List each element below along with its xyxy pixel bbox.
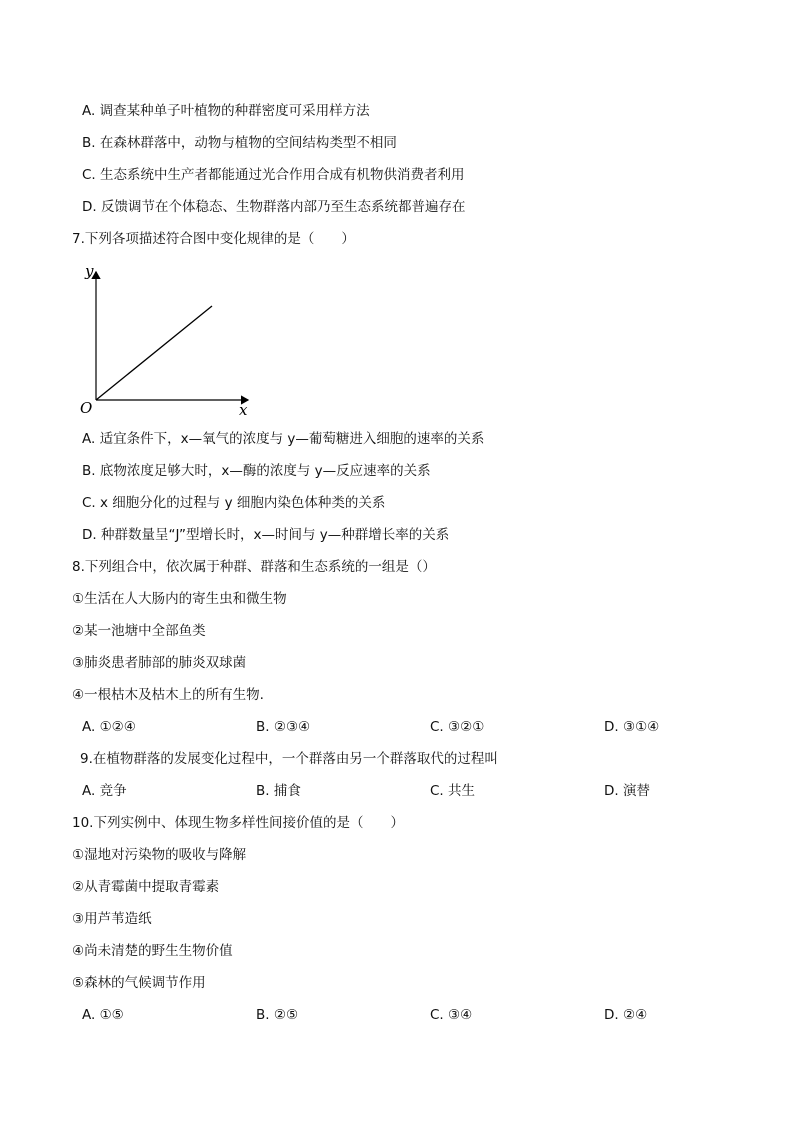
q6-option-b: B. 在森林群落中，动物与植物的空间结构类型不相同 — [82, 135, 397, 151]
q10-option-d: D. ②④ — [604, 1007, 648, 1023]
q9-option-c: C. 共生 — [430, 783, 476, 799]
q8-option-d: D. ③①④ — [604, 719, 660, 735]
q10-option-a: A. ①⑤ — [82, 1007, 124, 1023]
q6-option-d: D. 反馈调节在个体稳态、生物群落内部乃至生态系统都普遍存在 — [82, 199, 466, 215]
q10-option-b: B. ②⑤ — [256, 1007, 299, 1023]
q10-item-1: ①湿地对污染物的吸收与降解 — [72, 847, 247, 863]
q8-item-3: ③肺炎患者肺部的肺炎双球菌 — [72, 655, 247, 671]
q10-item-5: ⑤森林的气候调节作用 — [72, 975, 206, 991]
q7-x-label: x — [239, 401, 248, 419]
q9-option-a: A. 竞争 — [82, 783, 127, 799]
q9-option-b: B. 捕食 — [256, 783, 301, 799]
q7-figure — [70, 260, 270, 420]
q8-item-4: ④一根枯木及枯木上的所有生物. — [72, 687, 264, 703]
q10-stem: 10.下列实例中、体现生物多样性间接价值的是（ ） — [72, 815, 404, 831]
q8-option-c: C. ③②① — [430, 719, 485, 735]
q7-option-d: D. 种群数量呈“J”型增长时，x—时间与 y—种群增长率的关系 — [82, 527, 450, 543]
q8-stem: 8.下列组合中，依次属于种群、群落和生态系统的一组是（） — [72, 559, 436, 575]
q7-origin-label: O — [80, 399, 93, 417]
q10-item-4: ④尚未清楚的野生生物价值 — [72, 943, 233, 959]
q7-option-a: A. 适宜条件下，x—氧气的浓度与 y—葡萄糖进入细胞的速率的关系 — [82, 431, 485, 447]
q9-stem: 9.在植物群落的发展变化过程中，一个群落由另一个群落取代的过程叫 — [80, 751, 498, 767]
q8-option-a: A. ①②④ — [82, 719, 136, 735]
q6-option-a: A. 调查某种单子叶植物的种群密度可采用样方法 — [82, 103, 370, 119]
q6-option-c: C. 生态系统中生产者都能通过光合作用合成有机物供消费者利用 — [82, 167, 465, 183]
q7-stem: 7.下列各项描述符合图中变化规律的是（ ） — [72, 231, 355, 247]
q8-item-1: ①生活在人大肠内的寄生虫和微生物 — [72, 591, 287, 607]
q7-option-b: B. 底物浓度足够大时，x—酶的浓度与 y—反应速率的关系 — [82, 463, 431, 479]
q10-item-2: ②从青霉菌中提取青霉素 — [72, 879, 220, 895]
q10-item-3: ③用芦苇造纸 — [72, 911, 152, 927]
q7-y-label: y — [85, 262, 94, 280]
q9-option-d: D. 演替 — [604, 783, 650, 799]
q10-option-c: C. ③④ — [430, 1007, 473, 1023]
q7-line — [96, 306, 212, 400]
q8-item-2: ②某一池塘中全部鱼类 — [72, 623, 206, 639]
q8-option-b: B. ②③④ — [256, 719, 311, 735]
q7-option-c: C. x 细胞分化的过程与 y 细胞内染色体种类的关系 — [82, 495, 386, 511]
